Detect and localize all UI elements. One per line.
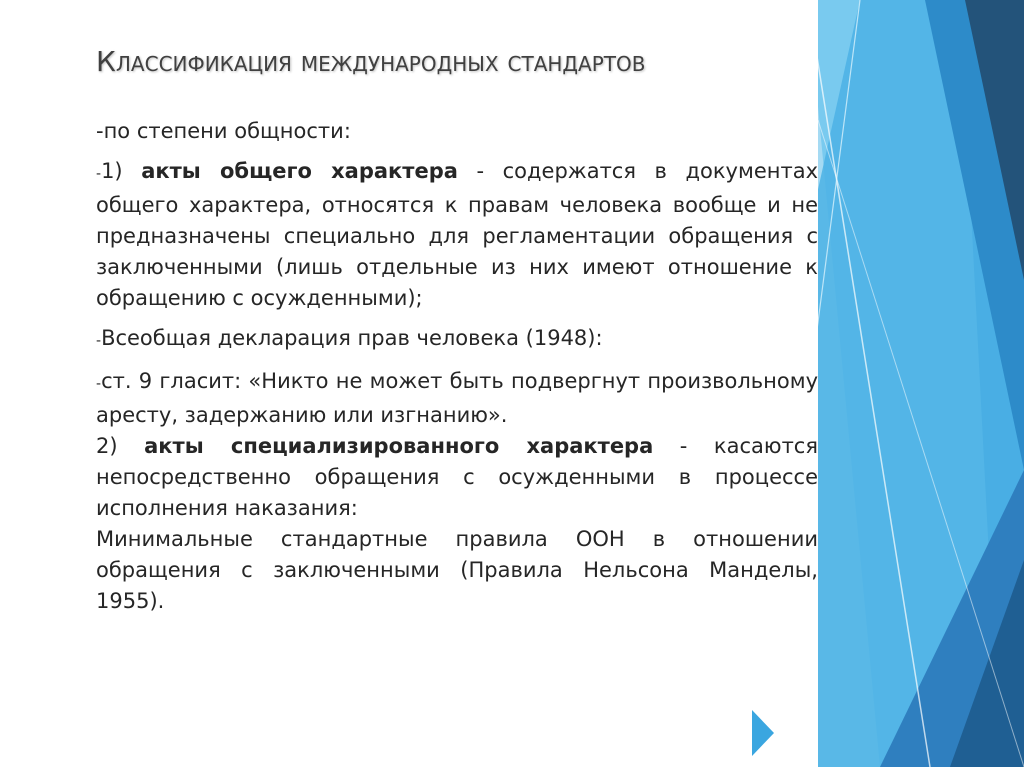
item-number: 2) [96,434,145,458]
paragraph-general-acts [96,156,818,314]
paragraph-text: Минимальные стандартные правила ООН в отношении обращения с заключенными (Правила Нельсона Манделы, 1955). [96,527,818,613]
item-number: 1) [101,159,142,183]
paragraph-mandela-rules [96,524,818,617]
paragraph-specialized-acts [96,431,818,524]
bold-term-specialized-acts: акты специализированного характера [144,434,654,458]
slide-body [96,116,818,617]
dash-prefix: - [96,333,102,349]
paragraph-text: - касаются непосредственно обращения с осужденными в процессе исполнения наказания: [96,434,818,520]
dash-prefix: - [96,376,102,392]
slide-title: Классификация международных стандартов [96,45,646,78]
paragraph-declaration [96,323,818,357]
paragraph-generality [96,116,818,147]
paragraph-text: - содержатся в документах общего характера, относятся к правам человека вообще и не предназначены специально для регламентации обращения с заключенными (лишь отдельные из них имеют отношение к обращению с осужденными); [96,159,818,310]
paragraph-text: ст. 9 гласит: «Никто не может быть подвергнут произвольному аресту, задержанию или изгнанию». [96,369,818,427]
dash-prefix: - [96,166,102,182]
bold-term-general-acts: акты общего характера [141,159,458,183]
paragraph-text: Всеобщая декларация прав человека (1948): [101,326,603,350]
paragraph-text: -по степени общности: [96,119,351,143]
paragraph-article-9 [96,366,818,431]
